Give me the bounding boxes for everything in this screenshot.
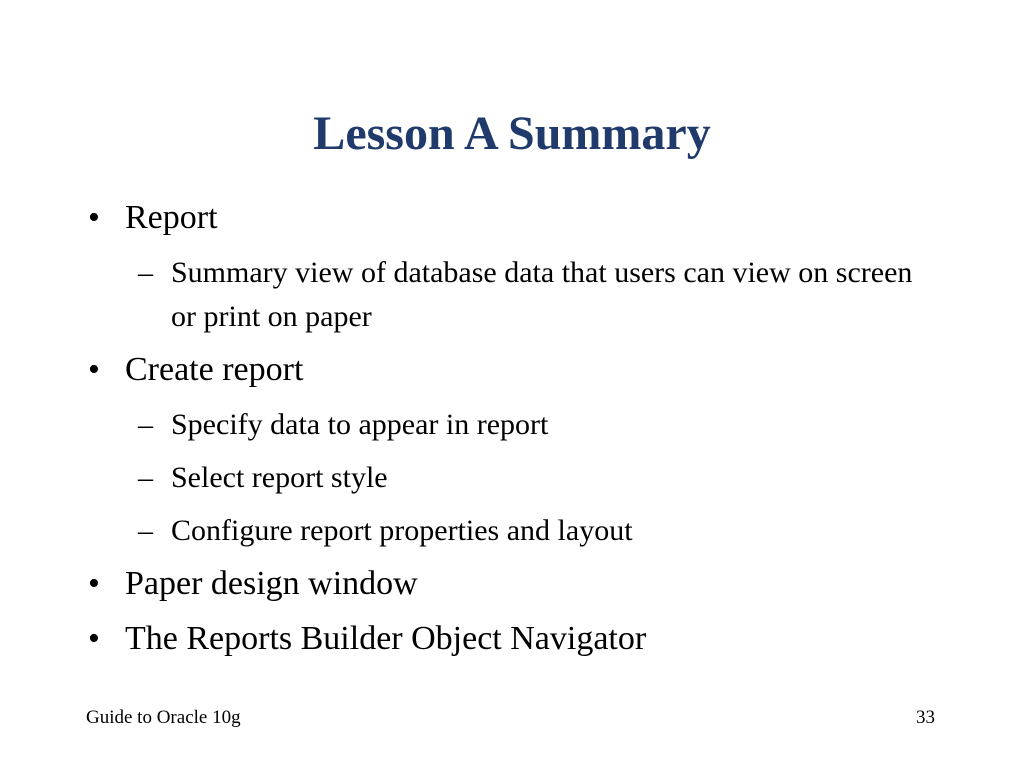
bullet-icon: • (88, 565, 100, 602)
dash-icon: – (138, 514, 153, 547)
bullet-item (88, 348, 958, 392)
footer-course-title: Guide to Oracle 10g (86, 707, 241, 728)
bullet-text: Create report (125, 351, 304, 388)
bullet-list (88, 196, 958, 672)
dash-icon: – (138, 461, 153, 494)
bullet-text: Report (125, 199, 218, 236)
sub-bullet-item (138, 251, 941, 339)
page-number: 33 (916, 707, 935, 728)
bullet-item (88, 196, 958, 240)
bullet-text: The Reports Builder Object Navigator (125, 620, 647, 657)
sub-bullet-text: Select report style (171, 461, 388, 494)
sub-bullet-item (138, 403, 941, 447)
dash-icon: – (138, 408, 153, 441)
sub-bullet-text: Summary view of database data that users can view on screen or print on paper (171, 256, 913, 333)
bullet-item (88, 562, 958, 606)
dash-icon: – (138, 256, 153, 289)
bullet-icon: • (88, 620, 100, 657)
bullet-text: Paper design window (125, 565, 418, 602)
bullet-icon: • (88, 199, 100, 236)
sub-bullet-text: Configure report properties and layout (171, 514, 633, 547)
bullet-item (88, 617, 958, 661)
sub-bullet-text: Specify data to appear in report (171, 408, 549, 441)
slide-title: Lesson A Summary (313, 107, 711, 160)
sub-bullet-item (138, 456, 941, 500)
sub-bullet-item (138, 509, 941, 553)
bullet-icon: • (88, 351, 100, 388)
